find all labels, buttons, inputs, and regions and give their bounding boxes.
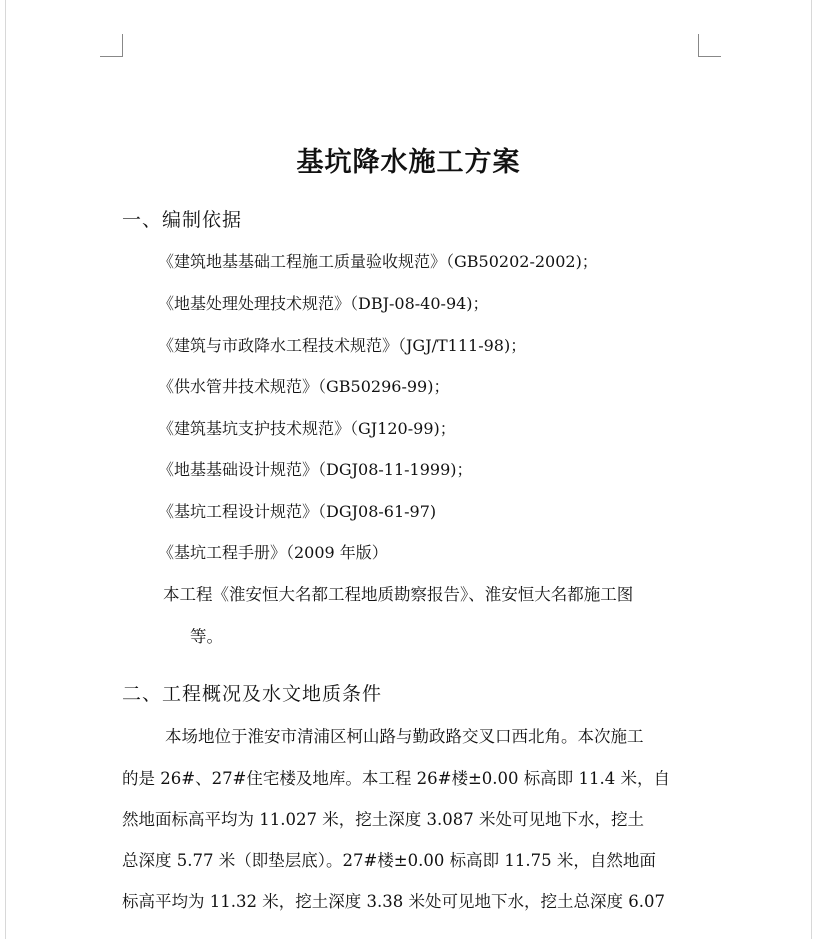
paragraph-line: 的是 26#、27#住宅楼及地库。本工程 26#楼±0.00 标高即 11.4 米，自 xyxy=(122,769,670,788)
reference-item: 《地基处理处理技术规范》（DBJ-08-40-94)； xyxy=(158,294,489,313)
reference-item: 《建筑地基基础工程施工质量验收规范》（GB50202-2002)； xyxy=(158,252,598,271)
reference-item: 《建筑与市政降水工程技术规范》（JGJ/T111-98)； xyxy=(158,336,527,355)
margin-corner-top-right xyxy=(698,34,721,57)
reference-note-line: 等。 xyxy=(190,627,223,646)
reference-item: 《基坑工程设计规范》（DGJ08-61-97) xyxy=(158,502,437,521)
reference-item: 《供水管井技术规范》（GB50296-99)； xyxy=(158,377,450,396)
reference-item: 《基坑工程手册》（2009 年版） xyxy=(158,543,388,562)
paragraph-line: 总深度 5.77 米（即垫层底）。27#楼±0.00 标高即 11.75 米，自然地面 xyxy=(122,851,656,870)
reference-item: 《地基基础设计规范》（DGJ08-11-1999)； xyxy=(158,460,473,479)
document-title: 基坑降水施工方案 xyxy=(296,147,521,178)
section1-heading: 一、编制依据 xyxy=(122,209,243,231)
paragraph-line: 标高平均为 11.32 米，挖土深度 3.38 米处可见地下水，挖土总深度 6.07 xyxy=(122,892,665,911)
reference-item: 《建筑基坑支护技术规范》（GJ120-99)； xyxy=(158,419,456,438)
paragraph-line: 然地面标高平均为 11.027 米，挖土深度 3.087 米处可见地下水，挖土 xyxy=(122,810,644,829)
section2-heading: 二、工程概况及水文地质条件 xyxy=(122,683,383,705)
margin-corner-top-left xyxy=(100,34,123,57)
reference-note-line: 本工程《淮安恒大名都工程地质勘察报告》、淮安恒大名都施工图 xyxy=(163,585,634,604)
paragraph-line: 本场地位于淮安市清浦区柯山路与勤政路交叉口西北角。本次施工 xyxy=(165,727,644,746)
